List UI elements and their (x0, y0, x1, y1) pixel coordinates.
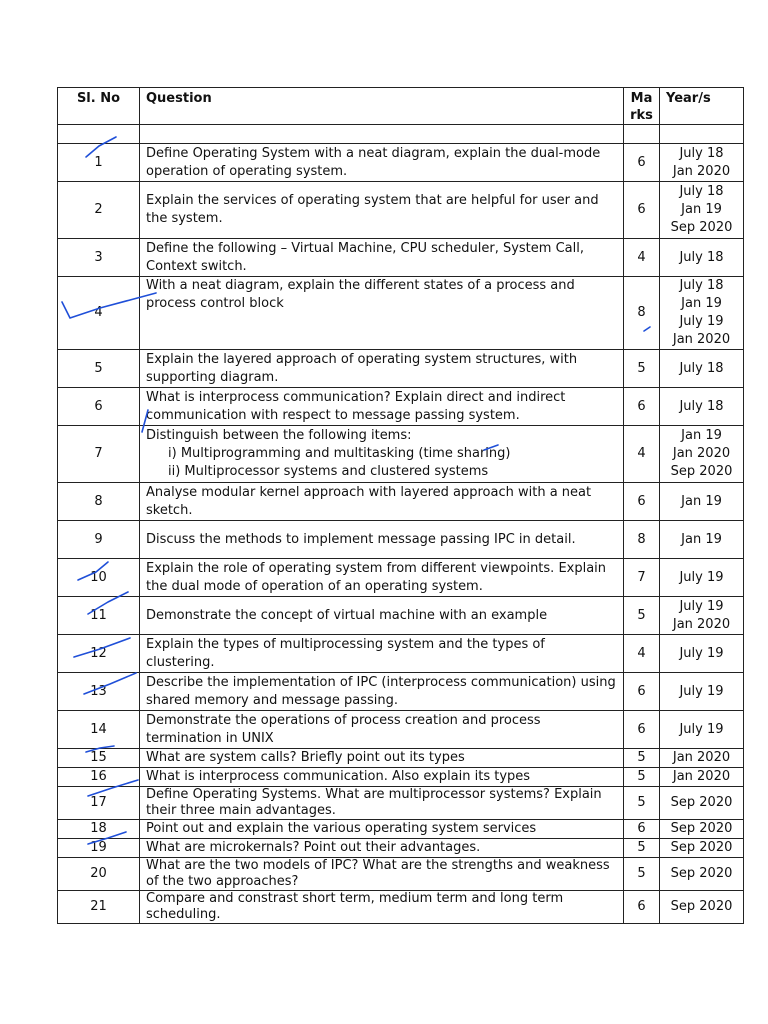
question-cell (140, 749, 624, 768)
marks-cell: 8 (624, 521, 660, 559)
marks-cell: 5 (624, 597, 660, 635)
question-text: Demonstrate the operations of process creation and process termination in UNIX (146, 712, 541, 746)
col-header-years: Year/s (660, 88, 744, 125)
year-entry: Jan 19 (681, 493, 722, 509)
question-text: Demonstrate the concept of virtual machine with an example (146, 607, 548, 623)
marks-cell: 4 (624, 426, 660, 483)
question-text: Distinguish between the following items: (146, 428, 412, 443)
year-entry: Jan 19 (681, 202, 722, 217)
question-text: What are the two models of IPC? What are the strengths and weakness of the two approaches? (146, 858, 610, 889)
sl-no-cell: 17 (58, 787, 140, 820)
question-cell (140, 182, 624, 239)
marks-cell: 8 (624, 277, 660, 350)
question-text: Describe the implementation of IPC (interprocess communication) using shared memory and message passing. (146, 674, 616, 708)
table-row (58, 787, 744, 820)
question-cell (140, 483, 624, 521)
marks-cell: 4 (624, 635, 660, 673)
question-cell (140, 521, 624, 559)
question-text: Explain the services of operating system that are helpful for user and the system. (146, 193, 599, 226)
year-entry: Sep 2020 (670, 220, 733, 235)
sl-no-cell: 14 (58, 711, 140, 749)
years-cell (660, 787, 744, 820)
sl-no-cell: 4 (58, 277, 140, 350)
year-entry: Jan 19 (681, 428, 722, 443)
table-row (58, 768, 744, 787)
table-row (58, 144, 744, 182)
marks-cell: 5 (624, 787, 660, 820)
year-entry: July 18 (679, 249, 724, 265)
table-row (58, 891, 744, 924)
year-entry: July 19 (679, 683, 724, 699)
col-header-question: Question (140, 88, 624, 125)
year-entry: Jan 19 (681, 296, 722, 311)
marks-cell: 6 (624, 144, 660, 182)
question-subitem: i) Multiprogramming and multitasking (time sharing) (168, 446, 511, 461)
marks-cell: 6 (624, 673, 660, 711)
question-cell (140, 711, 624, 749)
table-row (58, 388, 744, 426)
table-row (58, 277, 744, 350)
table-row (58, 521, 744, 559)
years-cell (660, 839, 744, 858)
question-cell (140, 388, 624, 426)
year-entry: July 19 (679, 314, 724, 329)
years-cell (660, 711, 744, 749)
marks-cell: 7 (624, 559, 660, 597)
question-text: Define Operating System with a neat diagram, explain the dual-mode operation of operating system. (146, 145, 601, 179)
years-cell (660, 521, 744, 559)
sl-no-cell: 1 (58, 144, 140, 182)
question-cell (140, 635, 624, 673)
question-text: What are microkernals? Point out their advantages. (146, 840, 481, 855)
question-cell (140, 426, 624, 483)
question-text: Compare and constrast short term, medium term and long term scheduling. (146, 891, 564, 922)
header-row (58, 88, 744, 125)
year-entry: Jan 2020 (672, 616, 731, 632)
question-cell (140, 787, 624, 820)
question-cell (140, 768, 624, 787)
marks-cell: 5 (624, 839, 660, 858)
marks-cell: 5 (624, 858, 660, 891)
years-cell (660, 350, 744, 388)
question-text: Define the following – Virtual Machine, CPU scheduler, System Call, Context switch. (146, 240, 584, 274)
year-entry: Jan 19 (681, 531, 722, 547)
sl-no-cell: 6 (58, 388, 140, 426)
marks-cell: 6 (624, 820, 660, 839)
sl-no-cell: 20 (58, 858, 140, 891)
years-cell (660, 144, 744, 182)
table-row (58, 426, 744, 483)
year-entry: July 18 (679, 278, 724, 293)
marks-cell: 6 (624, 711, 660, 749)
table-row (58, 673, 744, 711)
question-text: What is interprocess communication. Also explain its types (146, 769, 531, 784)
year-entry: July 19 (679, 598, 724, 614)
marks-cell: 5 (624, 350, 660, 388)
year-entry: Sep 2020 (670, 821, 733, 836)
question-text: Explain the types of multiprocessing system and the types of clustering. (146, 636, 545, 670)
question-cell (140, 858, 624, 891)
sl-no-cell: 5 (58, 350, 140, 388)
question-cell (140, 559, 624, 597)
year-entry: July 18 (679, 145, 724, 161)
sl-no-cell: 9 (58, 521, 140, 559)
spacer-row (58, 125, 744, 144)
years-cell (660, 597, 744, 635)
year-entry: July 18 (679, 398, 724, 414)
question-cell (140, 891, 624, 924)
question-text: Discuss the methods to implement message passing IPC in detail. (146, 531, 576, 547)
question-text: Explain the role of operating system from different viewpoints. Explain the dual mode of operation of an operating system. (146, 560, 607, 594)
sl-no-cell: 8 (58, 483, 140, 521)
marks-cell: 6 (624, 483, 660, 521)
question-cell (140, 839, 624, 858)
table-row (58, 182, 744, 239)
table-row (58, 711, 744, 749)
year-entry: July 18 (679, 360, 724, 376)
table-row (58, 350, 744, 388)
table-row (58, 483, 744, 521)
sl-no-cell: 21 (58, 891, 140, 924)
sl-no-cell: 3 (58, 239, 140, 277)
sl-no-cell: 19 (58, 839, 140, 858)
sl-no-cell: 2 (58, 182, 140, 239)
marks-cell: 4 (624, 239, 660, 277)
year-entry: Sep 2020 (670, 866, 733, 881)
years-cell (660, 858, 744, 891)
years-cell (660, 182, 744, 239)
year-entry: Sep 2020 (670, 464, 733, 479)
marks-cell: 6 (624, 182, 660, 239)
table-row (58, 559, 744, 597)
table-row (58, 858, 744, 891)
question-text: Define Operating Systems. What are multiprocessor systems? Explain their three main advantages. (146, 787, 602, 818)
year-entry: July 19 (679, 569, 724, 585)
question-cell (140, 239, 624, 277)
question-cell (140, 597, 624, 635)
question-text: Explain the layered approach of operating system structures, with supporting diagram. (146, 351, 578, 385)
year-entry: Jan 2020 (672, 769, 731, 784)
years-cell (660, 239, 744, 277)
year-entry: July 19 (679, 645, 724, 661)
question-text: Analyse modular kernel approach with layered approach with a neat sketch. (146, 484, 592, 518)
year-entry: Sep 2020 (670, 795, 733, 810)
table-row (58, 820, 744, 839)
years-cell (660, 673, 744, 711)
question-subitem: ii) Multiprocessor systems and clustered systems (168, 464, 489, 479)
marks-cell: 6 (624, 891, 660, 924)
sl-no-cell: 7 (58, 426, 140, 483)
question-cell (140, 144, 624, 182)
year-entry: July 18 (679, 184, 724, 199)
sl-no-cell: 15 (58, 749, 140, 768)
question-cell (140, 820, 624, 839)
question-text: What are system calls? Briefly point out its types (146, 750, 465, 765)
col-header-marks: Ma rks (624, 88, 660, 125)
col-header-sl-no: Sl. No (58, 88, 140, 125)
years-cell (660, 277, 744, 350)
question-cell (140, 277, 624, 350)
sl-no-cell: 16 (58, 768, 140, 787)
table-row (58, 635, 744, 673)
years-cell (660, 426, 744, 483)
sl-no-cell: 18 (58, 820, 140, 839)
sl-no-cell: 13 (58, 673, 140, 711)
years-cell (660, 483, 744, 521)
years-cell (660, 768, 744, 787)
year-entry: Jan 2020 (672, 750, 731, 765)
year-entry: Sep 2020 (670, 899, 733, 914)
question-cell (140, 350, 624, 388)
years-cell (660, 635, 744, 673)
sl-no-cell: 12 (58, 635, 140, 673)
question-text: Point out and explain the various operating system services (146, 821, 537, 836)
marks-cell: 5 (624, 768, 660, 787)
years-cell (660, 891, 744, 924)
table-row (58, 749, 744, 768)
year-entry: Jan 2020 (672, 446, 731, 461)
sl-no-cell: 11 (58, 597, 140, 635)
year-entry: Sep 2020 (670, 840, 733, 855)
question-text: With a neat diagram, explain the different states of a process and process control block (146, 278, 575, 311)
table-row (58, 597, 744, 635)
question-text: What is interprocess communication? Explain direct and indirect communication with respect to message passing system. (146, 389, 566, 423)
question-cell (140, 673, 624, 711)
marks-cell: 6 (624, 388, 660, 426)
year-entry: Jan 2020 (672, 332, 731, 347)
table-row (58, 839, 744, 858)
sl-no-cell: 10 (58, 559, 140, 597)
years-cell (660, 820, 744, 839)
year-entry: July 19 (679, 721, 724, 737)
year-entry: Jan 2020 (672, 163, 731, 179)
years-cell (660, 749, 744, 768)
question-table (57, 87, 744, 924)
years-cell (660, 559, 744, 597)
table-row (58, 239, 744, 277)
marks-cell: 5 (624, 749, 660, 768)
years-cell (660, 388, 744, 426)
